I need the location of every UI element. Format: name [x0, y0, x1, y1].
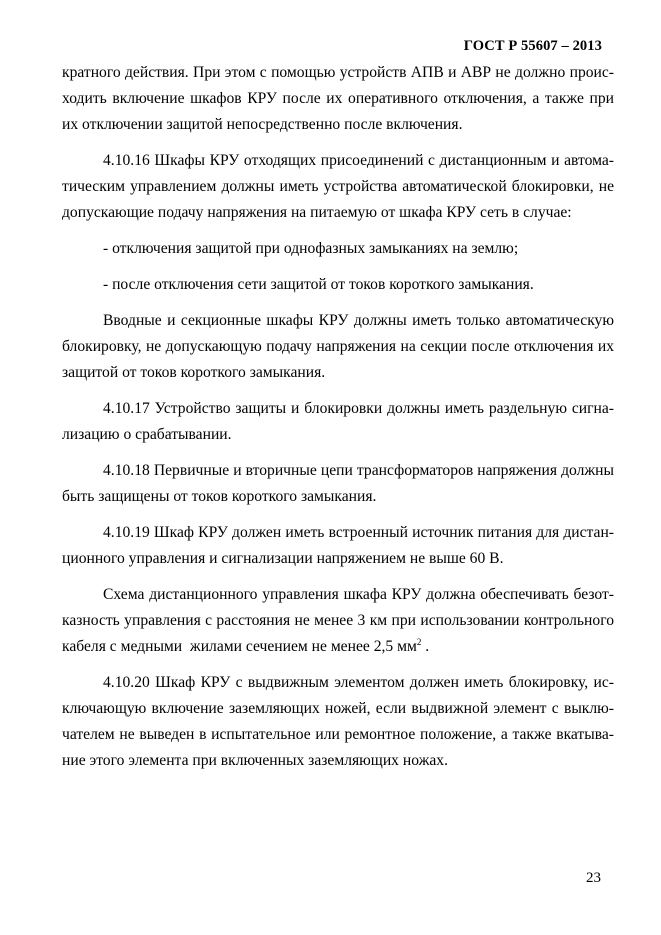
text-line: чателем не выведен в испытательное или ремонтное положение, а также вкатыва- — [62, 726, 614, 743]
text-line: блокировку, не допускающую подачу напряжения на секции после отключения их — [62, 338, 614, 355]
paragraph-4-10-16 — [62, 148, 614, 226]
text-line: ние этого элемента при включенных заземляющих ножах. — [62, 752, 448, 769]
text-line: тическим управлением должны иметь устройства автоматической блокировки, не — [62, 178, 614, 195]
text-fragment: . — [421, 638, 430, 655]
text-line: быть защищены от токов короткого замыкания. — [62, 488, 377, 505]
body-text — [62, 60, 614, 774]
paragraph-continuation — [62, 60, 614, 138]
text-line: 4.10.17 Устройство защиты и блокировки должны иметь раздельную сигна- — [103, 400, 614, 417]
list-item-short-circuit — [62, 272, 614, 298]
text-line: их отключении защитой непосредственно после включения. — [62, 116, 463, 133]
text-line: - отключения защитой при однофазных замыканиях на землю; — [103, 240, 519, 257]
text-line: - после отключения сети защитой от токов короткого замыкания. — [103, 276, 534, 293]
superscript: 2 — [416, 637, 422, 647]
text-line: лизацию о срабатывании. — [62, 426, 232, 443]
standard-header: ГОСТ Р 55607 – 2013 — [463, 38, 602, 54]
text-line: допускающие подачу напряжения на питаемую от шкафа КРУ сеть в случае: — [62, 204, 572, 221]
paragraph-4-10-17 — [62, 396, 614, 448]
text-line: кратного действия. При этом с помощью устройств АПВ и АВР не должно проис- — [62, 64, 614, 81]
list-item-ground-fault — [62, 236, 614, 262]
text-line: защитой от токов короткого замыкания. — [62, 364, 326, 381]
text-line: казность управления с расстояния не менее 3 км при использовании контрольного — [62, 612, 614, 629]
text-line: ционного управления и сигнализации напряжением не выше 60 В. — [62, 550, 504, 567]
paragraph-remote-control — [62, 582, 614, 660]
text-line: Вводные и секционные шкафы КРУ должны иметь только автоматическую — [103, 312, 614, 329]
text-line: 4.10.19 Шкаф КРУ должен иметь встроенный источник питания для дистан- — [103, 524, 614, 541]
text-line — [62, 634, 614, 660]
text-line: ходить включение шкафов КРУ после их оперативного отключения, а также при — [62, 90, 614, 107]
text-line: ключающую включение заземляющих ножей, если выдвижной элемент с выклю- — [62, 700, 614, 717]
text-line: 4.10.18 Первичные и вторичные цепи трансформаторов напряжения должны — [103, 462, 614, 479]
page-number: 23 — [586, 870, 601, 886]
paragraph-4-10-19 — [62, 520, 614, 572]
paragraph-4-10-20 — [62, 670, 614, 774]
paragraph-4-10-18 — [62, 458, 614, 510]
text-line: 4.10.20 Шкаф КРУ с выдвижным элементом должен иметь блокировку, ис- — [103, 674, 614, 691]
text-line: Схема дистанционного управления шкафа КРУ должна обеспечивать безот- — [103, 586, 614, 603]
text-fragment: кабеля с медными жилами сечением не менее 2,5 мм — [62, 638, 417, 655]
paragraph-input-cabinets — [62, 308, 614, 386]
text-line: 4.10.16 Шкафы КРУ отходящих присоединений с дистанционным и автома- — [103, 152, 614, 169]
